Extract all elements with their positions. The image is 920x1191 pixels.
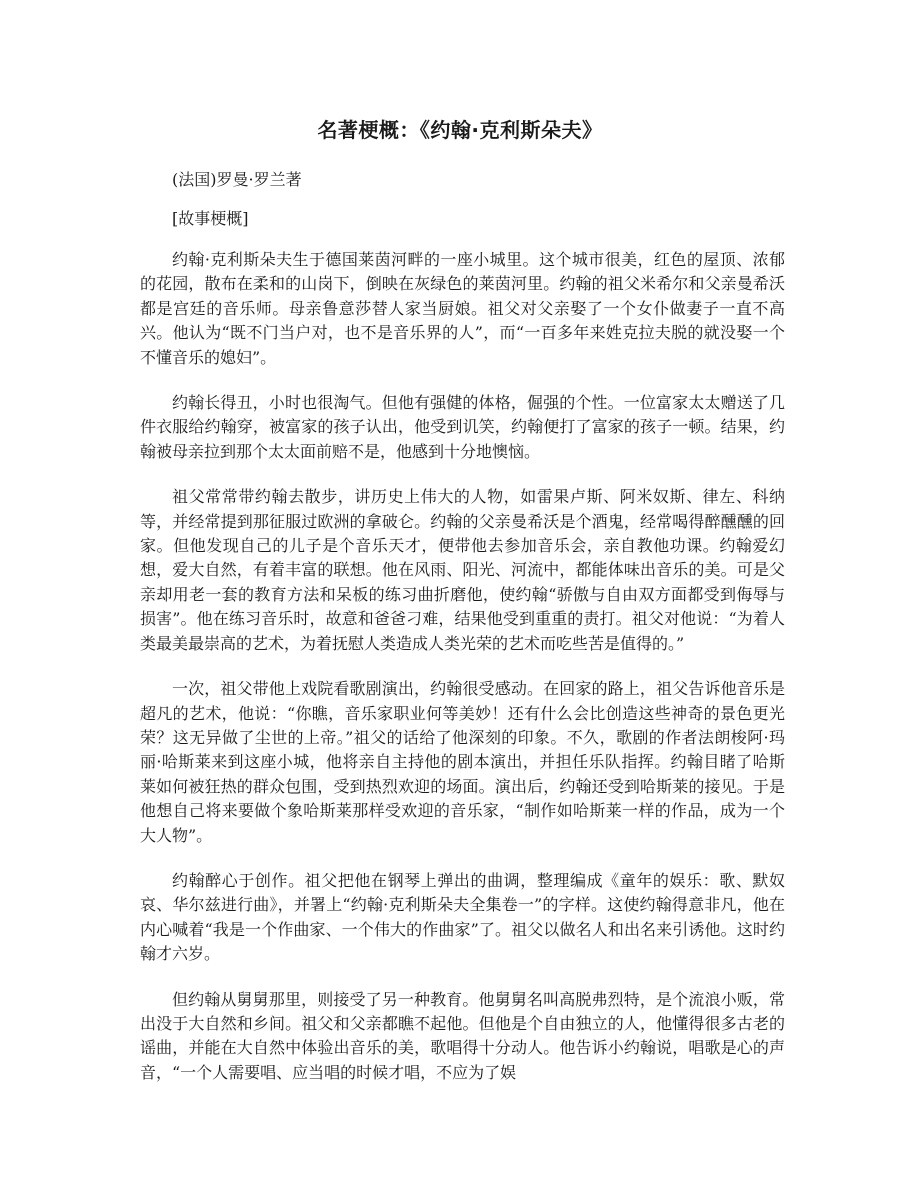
paragraph: 约翰醉心于创作。祖父把他在钢琴上弹出的曲调，整理编成《童年的娱乐：歌、默奴哀、华尔兹进行曲》，并署上“约翰·克利斯朵夫全集卷一”的字样。这使约翰得意非凡，他在内心喊着“我是一个作曲家、一个伟大的作曲家”了。祖父以做名人和出名来引诱他。这时约翰才六岁。 xyxy=(140,870,785,964)
author-line: (法国)罗曼·罗兰著 xyxy=(172,170,302,189)
paragraph: 一次，祖父带他上戏院看歌剧演出，约翰很受感动。在回家的路上，祖父告诉他音乐是超凡的艺术，他说：“你瞧，音乐家职业何等美妙！还有什么会比创造这些神奇的景色更光荣？这无异做了尘世的上帝。”祖父的话给了他深刻的印象。不久，歌剧的作者法朗梭阿·玛丽·哈斯莱来到这座小城，他将亲自主持他的剧本演出，并担任乐队指挥。约翰目睹了哈斯莱如何被狂热的群众包围，受到热烈欢迎的场面。演出后，约翰还受到哈斯莱的接见。于是他想自己将来要做个象哈斯莱那样受欢迎的音乐家，“制作如哈斯莱一样的作品，成为一个大人物”。 xyxy=(140,679,785,845)
paragraph: 约翰·克利斯朵夫生于德国莱茵河畔的一座小城里。这个城市很美，红色的屋顶、浓郁的花园，散布在柔和的山岗下，倒映在灰绿色的莱茵河里。约翰的祖父米希尔和父亲曼希沃都是宫廷的音乐师。母亲鲁意莎替人家当厨娘。祖父对父亲娶了一个女仆做妻子一直不高兴。他认为“既不门当户对，也不是音乐界的人”，而“一百多年来姓克拉夫脱的就没娶一个不懂音乐的媳妇”。 xyxy=(140,250,785,367)
paragraph: 约翰长得丑，小时也很淘气。但他有强健的体格，倔强的个性。一位富家太太赠送了几件衣服给约翰穿，被富家的孩子认出，他受到讥笑，约翰便打了富家的孩子一顿。结果，约翰被母亲拉到那个太太面前赔不是，他感到十分地懊恼。 xyxy=(140,393,785,461)
document-body xyxy=(140,248,785,1106)
paragraph: 祖父常常带约翰去散步，讲历史上伟大的人物，如雷果卢斯、阿米奴斯、律左、科纳等，并经常提到那征服过欧洲的拿破仑。约翰的父亲曼希沃是个酒鬼，经常喝得醉醺醺的回家。但他发现自己的儿子是个音乐天才，便带他去参加音乐会，亲自教他功课。约翰爱幻想，爱大自然，有着丰富的联想。他在风雨、阳光、河流中，都能体味出音乐的美。可是父亲却用老一套的教育方法和呆板的练习曲折磨他，使约翰“骄傲与自由双方面都受到侮辱与损害”。他在练习音乐时，故意和爸爸刁难，结果他受到重重的责打。祖父对他说：“为着人类最美最崇高的艺术，为着抚慰人类造成人类光荣的艺术而吃些苦是值得的。” xyxy=(140,487,785,653)
paragraph: 但约翰从舅舅那里，则接受了另一种教育。他舅舅名叫高脱弗烈特，是个流浪小贩，常出没于大自然和乡间。祖父和父亲都瞧不起他。但他是个自由独立的人，他懂得很多古老的谣曲，并能在大自然中体验出音乐的美，歌唱得十分动人。他告诉小约翰说，唱歌是心的声音，“一个人需要唱、应当唱的时候才唱，不应为了娱 xyxy=(140,989,785,1082)
document-title: 名著梗概：《约翰·克利斯朵夫》 xyxy=(317,118,603,142)
section-label: [故事梗概] xyxy=(172,209,249,228)
